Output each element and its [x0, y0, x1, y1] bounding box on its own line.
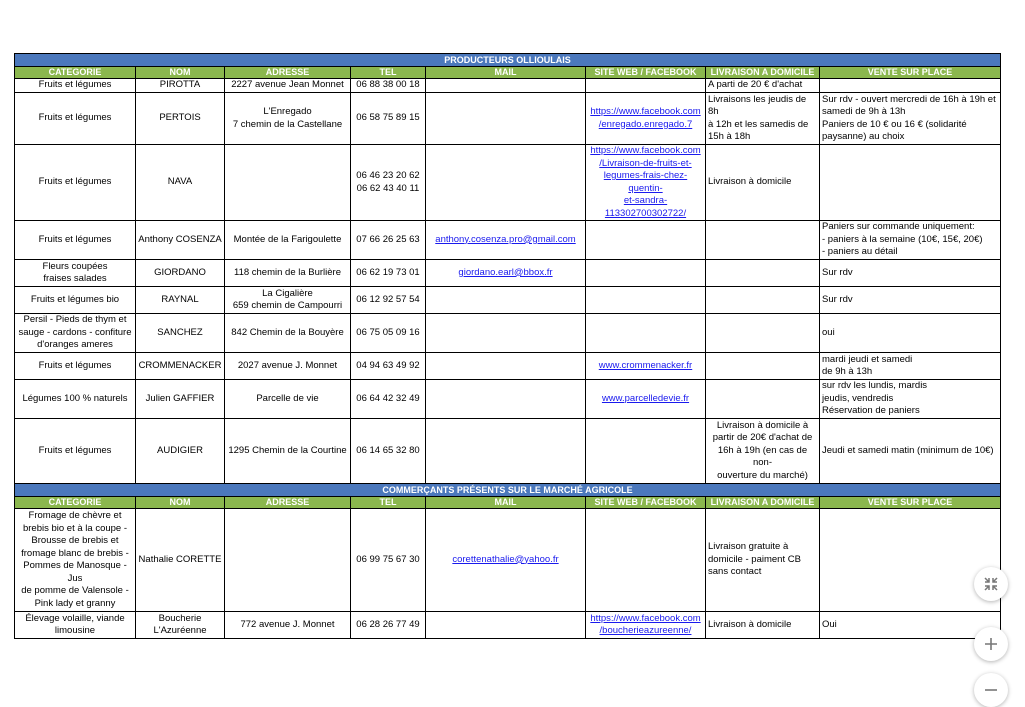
- section-title: COMMERÇANTS PRÉSENTS SUR LE MARCHÉ AGRICOLE: [15, 484, 1001, 497]
- cell-name: [136, 353, 225, 380]
- cell-text-line: 06 75 05 09 16: [356, 326, 420, 338]
- cell-text-line: ouverture du marché): [717, 469, 808, 481]
- cell-onsite-sale: [820, 612, 1001, 639]
- cell-text-line: 7 chemin de la Castellane: [232, 118, 343, 130]
- cell-delivery: [706, 380, 820, 419]
- cell-address: [225, 612, 351, 639]
- cell-email: [426, 353, 586, 380]
- cell-category: [15, 260, 136, 287]
- cell-website: [586, 287, 706, 314]
- cell-text-line: 06 62 19 73 01: [356, 266, 420, 278]
- section-title-row: [15, 484, 1001, 497]
- cell-website: [586, 314, 706, 353]
- cell-phone: [351, 145, 426, 221]
- cell-onsite-sale: [820, 509, 1001, 612]
- cell-address: [225, 221, 351, 260]
- cell-text-line: Sur rdv - ouvert mercredi de 16h à 19h et: [822, 93, 996, 105]
- cell-text-line: Livraison à domicile: [708, 618, 792, 630]
- cell-delivery: [706, 260, 820, 287]
- cell-text-line: - paniers à la semaine (10€, 15€, 20€): [822, 233, 983, 245]
- cell-email: [426, 419, 586, 484]
- cell-text-line: Élevage volaille, viande: [25, 612, 125, 624]
- cell-text-line: https://www.facebook.com: [590, 145, 701, 156]
- cell-delivery: [706, 314, 820, 353]
- cell-text-line: et-sandra-: [623, 195, 668, 206]
- cell-text-line: 1295 Chemin de la Courtine: [228, 444, 347, 456]
- cell-text-line: Fleurs coupées: [42, 260, 108, 272]
- column-header-address: ADRESSE: [225, 497, 351, 509]
- cell-text-line: Julien GAFFIER: [145, 392, 215, 404]
- cell-delivery: [706, 79, 820, 93]
- cell-phone: [351, 612, 426, 639]
- cell-address: [225, 419, 351, 484]
- cell-text-line: mardi jeudi et samedi: [822, 353, 913, 365]
- minus-icon: [983, 682, 999, 698]
- cell-text-line: Sur rdv: [822, 293, 853, 305]
- cell-category: [15, 221, 136, 260]
- cell-text-line: 07 66 26 25 63: [356, 233, 420, 245]
- cell-text-line: RAYNAL: [161, 293, 199, 305]
- cell-address: [225, 314, 351, 353]
- table-row: [15, 509, 1001, 612]
- cell-address: [225, 93, 351, 145]
- table-row: [15, 612, 1001, 639]
- cell-name: [136, 79, 225, 93]
- cell-phone: [351, 79, 426, 93]
- cell-onsite-sale: [820, 260, 1001, 287]
- cell-address: [225, 380, 351, 419]
- cell-name: [136, 221, 225, 260]
- cell-text-line: 04 94 63 49 92: [356, 359, 420, 371]
- cell-text-line: Parcelle de vie: [256, 392, 319, 404]
- cell-text-line: Fruits et légumes: [38, 359, 112, 371]
- cell-text-line: 118 chemin de la Burlière: [233, 266, 342, 278]
- cell-text-line: anthony.cosenza.pro@gmail.com: [435, 233, 576, 245]
- column-header-address: ADRESSE: [225, 67, 351, 79]
- cell-phone: [351, 353, 426, 380]
- cell-text-line: Paniers de 10 € ou 16 € (solidarité: [822, 118, 967, 130]
- cell-address: [225, 509, 351, 612]
- cell-name: [136, 612, 225, 639]
- cell-category: [15, 509, 136, 612]
- cell-text-line: 2227 avenue Jean Monnet: [231, 79, 344, 91]
- website-link[interactable]: [590, 145, 700, 219]
- cell-email: [426, 93, 586, 145]
- cell-text-line: PERTOIS: [159, 112, 201, 124]
- cell-category: [15, 612, 136, 639]
- collapse-button[interactable]: [974, 567, 1008, 601]
- column-header-delivery: LIVRAISON A DOMICILE: [706, 67, 820, 79]
- cell-onsite-sale: [820, 380, 1001, 419]
- cell-text-line: sur rdv les lundis, mardis: [822, 380, 928, 392]
- column-header-phone: TEL: [351, 67, 426, 79]
- cell-text-line: sans contact: [708, 566, 762, 578]
- cell-name: [136, 93, 225, 145]
- cell-delivery: [706, 221, 820, 260]
- cell-text-line: fraises salades: [43, 273, 107, 284]
- table-row: [15, 93, 1001, 145]
- cell-text-line: Persil - Pieds de thym et: [23, 314, 127, 326]
- cell-text-line: Paniers sur commande uniquement:: [822, 221, 975, 233]
- cell-onsite-sale: [820, 79, 1001, 93]
- zoom-out-button[interactable]: [974, 673, 1008, 707]
- cell-name: [136, 145, 225, 221]
- cell-website: [586, 612, 706, 639]
- cell-onsite-sale: [820, 93, 1001, 145]
- cell-address: [225, 145, 351, 221]
- cell-website: [586, 221, 706, 260]
- plus-icon: [983, 636, 999, 652]
- cell-text-line: NAVA: [167, 176, 193, 188]
- cell-text-line: Livraison à domicile à: [716, 419, 809, 431]
- cell-text-line: Livraison à domicile: [708, 176, 792, 188]
- cell-text-line: L'Enregado: [263, 106, 312, 117]
- table-row: [15, 380, 1001, 419]
- cell-phone: [351, 419, 426, 484]
- cell-category: [15, 145, 136, 221]
- column-header-onsite-sale: VENTE SUR PLACE: [820, 67, 1001, 79]
- cell-text-line: www.parcelledevie.fr: [601, 392, 690, 404]
- cell-website: [586, 509, 706, 612]
- cell-text-line: Pink lady et granny: [34, 597, 116, 609]
- cell-delivery: [706, 419, 820, 484]
- cell-category: [15, 287, 136, 314]
- cell-email: [426, 287, 586, 314]
- header-row: [15, 67, 1001, 79]
- cell-text-line: /Livraison-de-fruits-et-: [599, 157, 692, 169]
- cell-onsite-sale: [820, 145, 1001, 221]
- cell-text-line: La Cigalière: [262, 287, 313, 299]
- cell-text-line: Fruits et légumes: [38, 112, 112, 124]
- website-link[interactable]: [602, 393, 689, 404]
- cell-text-line: Fruits et légumes: [38, 79, 112, 91]
- cell-text-line: 06 64 42 32 49: [356, 392, 420, 404]
- cell-text-line: de 9h à 13h: [822, 366, 873, 377]
- cell-name: [136, 380, 225, 419]
- cell-text-line: fromage blanc de brebis -: [21, 547, 129, 559]
- cell-website: [586, 419, 706, 484]
- cell-text-line: jeudis, vendredis: [822, 392, 894, 404]
- cell-category: [15, 353, 136, 380]
- header-row: [15, 497, 1001, 509]
- cell-delivery: [706, 145, 820, 221]
- cell-text-line: Fromage de chèvre et: [28, 510, 122, 521]
- cell-text-line: 15h à 18h: [708, 131, 751, 142]
- cell-text-line: Jeudi et samedi matin (minimum de 10€): [822, 444, 994, 456]
- cell-text-line: /boucherieazureenne/: [599, 625, 692, 636]
- cell-delivery: [706, 612, 820, 639]
- cell-address: [225, 260, 351, 287]
- cell-text-line: 2027 avenue J. Monnet: [237, 359, 338, 371]
- cell-text-line: L'Azuréenne: [153, 625, 207, 636]
- table-row: [15, 145, 1001, 221]
- column-header-name: NOM: [136, 67, 225, 79]
- cell-text-line: Oui: [822, 618, 837, 630]
- cell-text-line: Légumes 100 % naturels: [22, 392, 128, 404]
- cell-text-line: partir de 20€ d'achat de: [712, 432, 813, 444]
- cell-text-line: 06 58 75 89 15: [356, 112, 420, 124]
- cell-phone: [351, 221, 426, 260]
- cell-onsite-sale: [820, 221, 1001, 260]
- cell-text-line: /enregado.enregado.7: [598, 118, 693, 130]
- column-header-website: SITE WEB / FACEBOOK: [586, 67, 706, 79]
- cell-text-line: 06 99 75 67 30: [356, 553, 420, 565]
- cell-text-line: 16h à 19h (en cas de non-: [717, 444, 808, 469]
- email-link[interactable]: [435, 234, 575, 245]
- cell-website: [586, 353, 706, 380]
- cell-text-line: à 12h et les samedis de: [708, 118, 809, 130]
- column-header-email: MAIL: [426, 497, 586, 509]
- cell-email: [426, 260, 586, 287]
- email-link[interactable]: [458, 267, 552, 278]
- cell-text-line: 06 28 26 77 49: [356, 618, 420, 630]
- cell-website: [586, 93, 706, 145]
- cell-email: [426, 380, 586, 419]
- cell-onsite-sale: [820, 419, 1001, 484]
- cell-website: [586, 145, 706, 221]
- cell-address: [225, 79, 351, 93]
- cell-delivery: [706, 509, 820, 612]
- cell-name: [136, 419, 225, 484]
- cell-text-line: PIROTTA: [159, 79, 201, 91]
- cell-phone: [351, 260, 426, 287]
- table-row: [15, 79, 1001, 93]
- cell-website: [586, 260, 706, 287]
- cell-text-line: Livraisons les jeudis de 8h: [708, 93, 807, 117]
- cell-name: [136, 287, 225, 314]
- cell-text-line: 772 avenue J. Monnet: [240, 618, 335, 630]
- cell-text-line: giordano.earl@bbox.fr: [458, 266, 553, 278]
- cell-text-line: domicile - paiment CB: [708, 553, 801, 565]
- cell-email: [426, 509, 586, 612]
- cell-text-line: sauge - cardons - confiture: [18, 326, 132, 338]
- table-row: [15, 314, 1001, 353]
- cell-text-line: Fruits et légumes: [38, 444, 112, 456]
- cell-onsite-sale: [820, 287, 1001, 314]
- table-row: [15, 419, 1001, 484]
- cell-phone: [351, 380, 426, 419]
- cell-text-line: de pomme de Valensole -: [21, 585, 129, 596]
- column-header-category: CATEGORIE: [15, 497, 136, 509]
- cell-phone: [351, 509, 426, 612]
- producers-table: [14, 53, 1001, 639]
- column-header-website: SITE WEB / FACEBOOK: [586, 497, 706, 509]
- cell-text-line: limousine: [54, 625, 96, 636]
- column-header-email: MAIL: [426, 67, 586, 79]
- cell-text-line: 06 88 38 00 18: [356, 79, 420, 91]
- cell-name: [136, 260, 225, 287]
- column-header-delivery: LIVRAISON A DOMICILE: [706, 497, 820, 509]
- website-link[interactable]: [590, 106, 700, 130]
- cell-text-line: Nathalie CORETTE: [138, 553, 222, 565]
- column-header-name: NOM: [136, 497, 225, 509]
- table-row: [15, 221, 1001, 260]
- cell-phone: [351, 287, 426, 314]
- cell-text-line: samedi de 9h à 13h: [822, 106, 906, 117]
- cell-email: [426, 221, 586, 260]
- cell-email: [426, 79, 586, 93]
- cell-text-line: 842 Chemin de la Bouyère: [231, 326, 344, 338]
- collapse-arrows-icon: [983, 576, 999, 592]
- cell-category: [15, 93, 136, 145]
- cell-text-line: Boucherie: [158, 612, 202, 624]
- cell-text-line: Fruits et légumes: [38, 233, 112, 245]
- cell-text-line: 113302700302722/: [604, 207, 687, 219]
- cell-category: [15, 380, 136, 419]
- cell-address: [225, 353, 351, 380]
- cell-email: [426, 314, 586, 353]
- website-link[interactable]: [599, 360, 692, 371]
- cell-text-line: 06 14 65 32 80: [356, 444, 420, 456]
- cell-phone: [351, 314, 426, 353]
- cell-text-line: CROMMENACKER: [138, 359, 222, 371]
- column-header-onsite-sale: VENTE SUR PLACE: [820, 497, 1001, 509]
- cell-text-line: paysanne) au choix: [822, 131, 905, 142]
- cell-address: [225, 287, 351, 314]
- cell-category: [15, 79, 136, 93]
- section-title-row: [15, 54, 1001, 67]
- cell-text-line: Réservation de paniers: [822, 405, 920, 417]
- cell-onsite-sale: [820, 314, 1001, 353]
- cell-website: [586, 380, 706, 419]
- cell-text-line: legumes-frais-chez-quentin-: [603, 170, 688, 194]
- cell-text-line: corettenathalie@yahoo.fr: [452, 553, 559, 565]
- cell-text-line: AUDIGIER: [157, 444, 203, 456]
- cell-website: [586, 79, 706, 93]
- cell-phone: [351, 93, 426, 145]
- cell-text-line: 06 12 92 57 54: [356, 293, 420, 305]
- cell-delivery: [706, 93, 820, 145]
- cell-text-line: 06 62 43 40 11: [356, 182, 420, 194]
- email-link[interactable]: [452, 554, 558, 565]
- cell-text-line: www.crommenacker.fr: [598, 359, 693, 371]
- column-header-category: CATEGORIE: [15, 67, 136, 79]
- table-row: [15, 353, 1001, 380]
- cell-delivery: [706, 353, 820, 380]
- cell-text-line: 659 chemin de Campourri: [232, 300, 343, 311]
- cell-text-line: Livraison gratuite à: [708, 541, 789, 553]
- cell-category: [15, 419, 136, 484]
- cell-text-line: Fruits et légumes: [38, 176, 112, 188]
- cell-text-line: Fruits et légumes bio: [30, 293, 120, 305]
- table-row: [15, 287, 1001, 314]
- cell-email: [426, 145, 586, 221]
- cell-onsite-sale: [820, 353, 1001, 380]
- cell-text-line: Pommes de Manosque - Jus: [23, 560, 127, 584]
- website-link[interactable]: [590, 613, 700, 637]
- section-title: PRODUCTEURS OLLIOULAIS: [15, 54, 1001, 67]
- cell-text-line: https://www.facebook.com: [590, 106, 701, 117]
- cell-text-line: GIORDANO: [154, 266, 206, 278]
- cell-text-line: https://www.facebook.com: [590, 612, 701, 624]
- zoom-in-button[interactable]: [974, 627, 1008, 661]
- cell-text-line: oui: [822, 326, 835, 338]
- cell-category: [15, 314, 136, 353]
- cell-name: [136, 509, 225, 612]
- cell-text-line: Sur rdv: [822, 266, 853, 278]
- table-row: [15, 260, 1001, 287]
- cell-text-line: d'oranges ameres: [37, 339, 113, 351]
- cell-text-line: SANCHEZ: [157, 326, 203, 338]
- cell-text-line: Brousse de brebis et: [31, 535, 119, 546]
- column-header-phone: TEL: [351, 497, 426, 509]
- cell-text-line: Anthony COSENZA: [138, 233, 222, 245]
- cell-text-line: - paniers au détail: [822, 246, 898, 258]
- cell-email: [426, 612, 586, 639]
- cell-text-line: brebis bio et à la coupe -: [22, 522, 128, 534]
- cell-delivery: [706, 287, 820, 314]
- cell-name: [136, 314, 225, 353]
- cell-text-line: A parti de 20 € d'achat: [708, 79, 803, 91]
- cell-text-line: 06 46 23 20 62: [356, 170, 420, 181]
- cell-text-line: Montée de la Farigoulette: [233, 233, 342, 245]
